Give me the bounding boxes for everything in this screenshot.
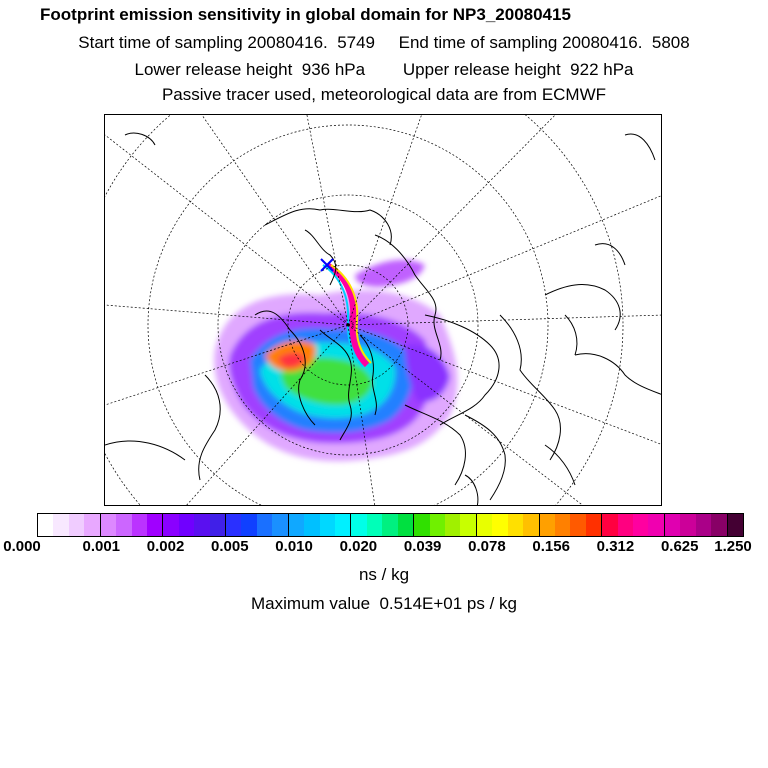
colorbar-swatch — [194, 514, 209, 536]
colorbar-swatch — [476, 514, 492, 536]
colorbar-tick-label: 0.002 — [146, 538, 185, 555]
colorbar-swatch — [508, 514, 523, 536]
colorbar-swatch — [618, 514, 633, 536]
colorbar-tick-label: 0.005 — [211, 538, 249, 555]
colorbar-swatch — [116, 514, 131, 536]
colorbar-swatch — [382, 514, 397, 536]
colorbar-tick-label: 1.250 — [714, 538, 752, 555]
colorbar-swatch — [367, 514, 382, 536]
colorbar-swatch — [413, 514, 429, 536]
colorbar-swatch — [53, 514, 68, 536]
colorbar-tick-label: 0.625 — [660, 538, 699, 555]
colorbar-swatch — [633, 514, 648, 536]
colorbar-swatch — [430, 514, 445, 536]
colorbar-swatch — [100, 514, 116, 536]
colorbar-swatch — [288, 514, 304, 536]
colorbar-swatch — [680, 514, 695, 536]
colorbar-swatch — [586, 514, 601, 536]
colorbar-swatch — [272, 514, 287, 536]
colorbar-tick-label: 0.010 — [275, 538, 313, 555]
colorbar-swatch — [539, 514, 555, 536]
colorbar-swatch — [492, 514, 507, 536]
colorbar-swatch — [460, 514, 475, 536]
colorbar-tick-label: 0.078 — [468, 538, 506, 555]
colorbar-swatch — [523, 514, 538, 536]
colorbar-swatch — [648, 514, 663, 536]
colorbar-swatch — [84, 514, 99, 536]
maximum-value-text: Maximum value 0.514E+01 ps / kg — [251, 594, 517, 613]
colorbar-swatch — [398, 514, 413, 536]
release-height-line: Lower release height 936 hPa Upper release height 922 hPa — [134, 60, 634, 79]
colorbar-swatch — [696, 514, 711, 536]
colorbar-swatch — [257, 514, 272, 536]
colorbar-tick-label: 0.001 — [82, 538, 121, 555]
colorbar-tick-label: 0.020 — [339, 538, 378, 555]
colorbar-swatch — [69, 514, 84, 536]
colorbar-tick-labels — [0, 538, 768, 560]
colorbar-swatch — [335, 514, 350, 536]
colorbar — [37, 513, 744, 537]
colorbar-unit: ns / kg — [358, 565, 410, 584]
colorbar-swatch — [350, 514, 366, 536]
sampling-time-line: Start time of sampling 20080416. 5749 End time of sampling 20080416. 5808 — [78, 33, 690, 52]
colorbar-tick-label: 0.039 — [403, 538, 442, 555]
colorbar-swatch — [210, 514, 225, 536]
colorbar-swatch — [664, 514, 680, 536]
colorbar-tick-label: 0.000 — [3, 538, 41, 555]
colorbar-swatch — [38, 514, 53, 536]
colorbar-swatch — [555, 514, 570, 536]
colorbar-swatch — [570, 514, 585, 536]
colorbar-swatch — [601, 514, 617, 536]
colorbar-swatch — [225, 514, 241, 536]
colorbar-swatch — [147, 514, 162, 536]
colorbar-swatch — [445, 514, 460, 536]
colorbar-swatch — [304, 514, 319, 536]
colorbar-tick-label: 0.312 — [596, 538, 635, 555]
page-title: Footprint emission sensitivity in global domain for NP3_20080415 — [40, 5, 571, 24]
colorbar-swatch — [241, 514, 256, 536]
colorbar-swatch — [179, 514, 194, 536]
polar-map — [104, 114, 662, 506]
sensitivity-field — [214, 260, 457, 461]
colorbar-swatch — [727, 514, 743, 536]
colorbar-swatch — [132, 514, 147, 536]
map-canvas — [105, 115, 662, 506]
colorbar-swatch — [711, 514, 726, 536]
tracer-info-line: Passive tracer used, meteorological data are from ECMWF — [161, 85, 607, 104]
colorbar-swatch — [320, 514, 335, 536]
colorbar-swatch — [162, 514, 178, 536]
colorbar-tick-label: 0.156 — [532, 538, 570, 555]
